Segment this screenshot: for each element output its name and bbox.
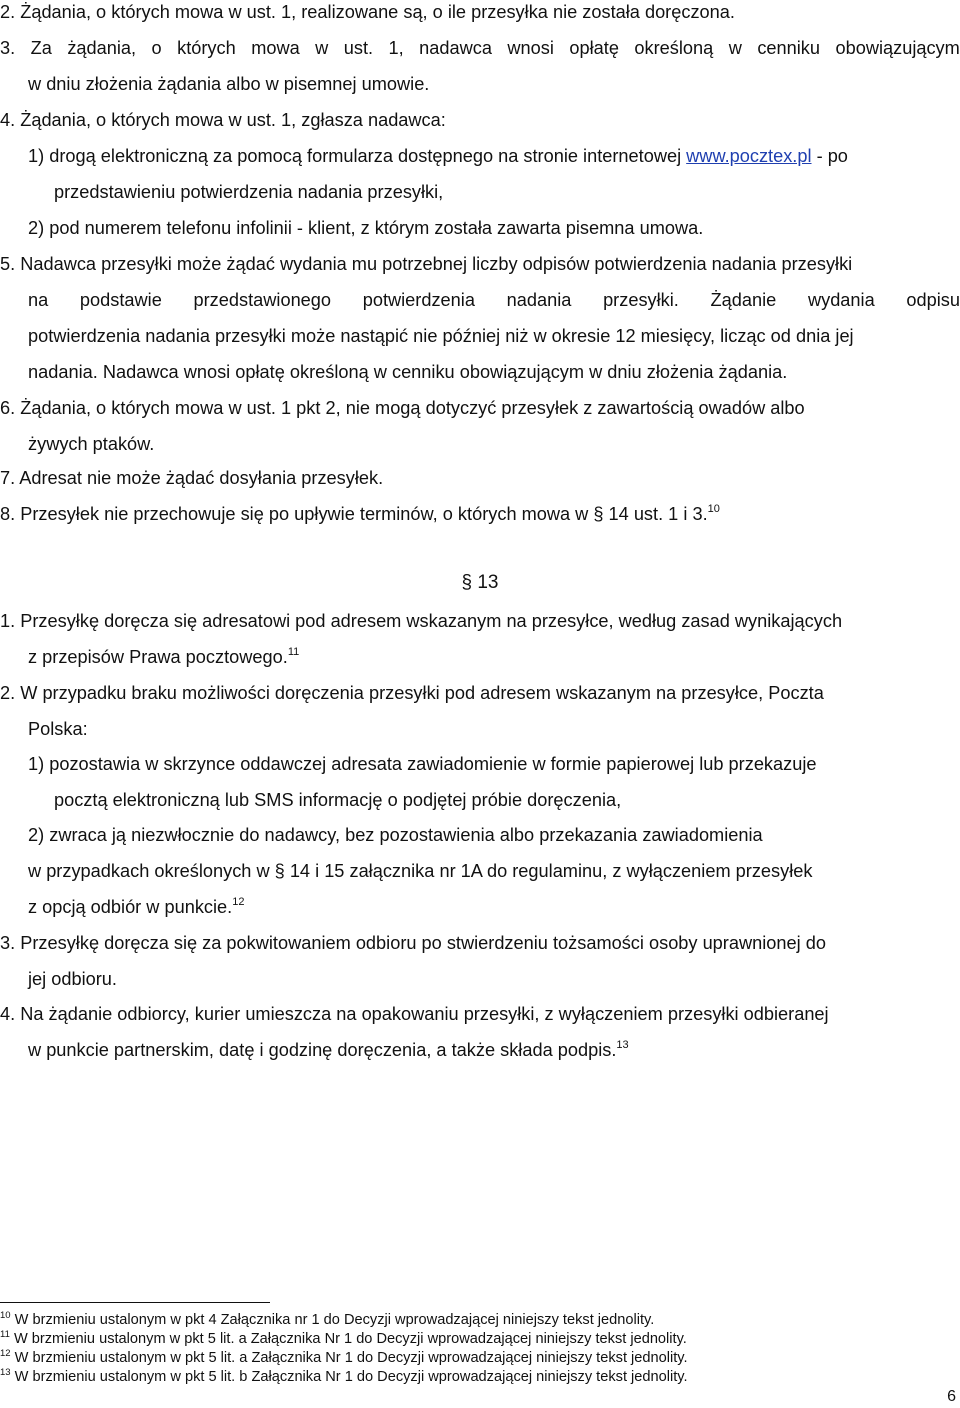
paragraph-3-line <box>0 37 960 59</box>
word: podstawie <box>79 290 162 310</box>
word: 1, <box>388 38 404 58</box>
s13-paragraph-2-line: 2. W przypadku braku możliwości doręczenia przesyłki pod adresem wskazanym na przesyłce, Poczta <box>0 683 824 703</box>
s13-paragraph-1-continuation <box>28 646 960 668</box>
s13-paragraph-4-continuation <box>28 1039 960 1061</box>
s13-paragraph-4-line: 4. Na żądanie odbiorcy, kurier umieszcza na opakowaniu przesyłki, z wyłączeniem przesyłki odbieranej <box>0 1004 829 1024</box>
footnote-text: W brzmieniu ustalonym w pkt 5 lit. a Załącznika Nr 1 do Decyzji wprowadzającej niniejszy tekst jednolity. <box>13 1331 687 1347</box>
section-heading: § 13 <box>461 572 499 593</box>
word: opłatę <box>569 38 619 58</box>
footnote-10 <box>0 1311 960 1329</box>
footnote-13 <box>0 1368 960 1386</box>
paragraph-5-line: 5. Nadawca przesyłki może żądać wydania mu potrzebnej liczby odpisów potwierdzenia nadania przesyłki <box>0 254 853 274</box>
word: odpisu <box>906 290 960 310</box>
word: nadania <box>506 290 572 310</box>
s13-item-1-continuation: pocztą elektroniczną lub SMS informację o podjętej próbie doręczenia, <box>54 790 622 810</box>
word: potwierdzenia <box>362 290 475 310</box>
item-1-continuation: przedstawieniu potwierdzenia nadania przesyłki, <box>54 182 444 202</box>
s13-paragraph-1-line: 1. Przesyłkę doręcza się adresatowi pod adresem wskazanym na przesyłce, według zasad wynikających <box>0 611 843 631</box>
word: wnosi <box>507 38 554 58</box>
footnote-ref-13[interactable]: 13 <box>616 1039 629 1051</box>
paragraph-5-line-3: potwierdzenia nadania przesyłki może nastąpić nie później niż w okresie 12 miesięcy, licząc od dnia jej <box>28 326 854 346</box>
s13-paragraph-2-continuation: Polska: <box>28 719 88 739</box>
word: Za <box>30 38 52 58</box>
footnote-ref-12[interactable]: 12 <box>232 896 245 908</box>
word: obowiązującym <box>835 38 960 58</box>
footnote-11 <box>0 1330 960 1348</box>
item-1-tail: - po <box>816 146 848 166</box>
footnote-separator <box>0 1302 270 1303</box>
word: mowa <box>251 38 300 58</box>
word: w <box>315 38 329 58</box>
paragraph-3-continuation: w dniu złożenia żądania albo w pisemnej umowie. <box>28 74 430 94</box>
word: cenniku <box>757 38 821 58</box>
word: na <box>28 290 49 310</box>
word: żądania, <box>67 38 137 58</box>
footnote-text: W brzmieniu ustalonym w pkt 5 lit. b Załącznika Nr 1 do Decyzji wprowadzającej niniejszy tekst jednolity. <box>14 1369 688 1385</box>
footnote-number: 10 <box>0 1310 11 1321</box>
footnote-number: 12 <box>0 1348 11 1359</box>
footnote-ref-10[interactable]: 10 <box>707 503 720 515</box>
word: których <box>177 38 236 58</box>
word: określoną <box>634 38 714 58</box>
word: ust. <box>343 38 374 58</box>
item-1-text: 1) drogą elektroniczną za pomocą formularza dostępnego na stronie internetowej <box>28 146 682 166</box>
s13-paragraph-3-line: 3. Przesyłkę doręcza się za pokwitowaniem odbioru po stwierdzeniu tożsamości osoby uprawnionej do <box>0 933 826 953</box>
item-1-line <box>28 145 960 167</box>
s13-item-2-line-3 <box>28 896 960 918</box>
footnote-text: W brzmieniu ustalonym w pkt 4 Załącznika nr 1 do Decyzji wprowadzającej niniejszy tekst jednolity. <box>14 1312 655 1328</box>
word: przesyłki. <box>603 290 679 310</box>
paragraph-2-line: 2. Żądania, o których mowa w ust. 1, realizowane są, o ile przesyłka nie została doręczona. <box>0 2 735 22</box>
s13-item-2-line: 2) zwraca ją niezwłocznie do nadawcy, bez pozostawienia albo przekazania zawiadomienia <box>28 825 763 845</box>
paragraph-8-line <box>0 503 960 525</box>
s13-item-2-text: z opcją odbiór w punkcie. <box>28 897 233 917</box>
paragraph-5-line-2 <box>28 289 960 311</box>
footnote-number: 13 <box>0 1367 11 1378</box>
s13-item-1-line: 1) pozostawia w skrzynce oddawczej adresata zawiadomienie w formie papierowej lub przekazuje <box>28 754 817 774</box>
word: w <box>728 38 742 58</box>
footnote-number: 11 <box>0 1329 10 1340</box>
paragraph-6-line: 6. Żądania, o których mowa w ust. 1 pkt 2, nie mogą dotyczyć przesyłek z zawartością owadów albo <box>0 398 805 418</box>
pocztex-link[interactable]: www.pocztex.pl <box>686 146 812 166</box>
s13-p4-text: w punkcie partnerskim, datę i godzinę doręczenia, a także składa podpis. <box>28 1040 617 1060</box>
word: Żądanie <box>710 290 777 310</box>
s13-p1-text: z przepisów Prawa pocztowego. <box>28 647 288 667</box>
word: o <box>151 38 162 58</box>
word: przedstawionego <box>193 290 332 310</box>
page-number: 6 <box>947 1388 956 1405</box>
s13-paragraph-3-continuation: jej odbioru. <box>28 969 117 989</box>
footnote-12 <box>0 1349 960 1367</box>
word: wydania <box>807 290 875 310</box>
s13-item-2-line-2: w przypadkach określonych w § 14 i 15 załącznika nr 1A do regulaminu, z wyłączeniem przesyłek <box>28 861 813 881</box>
footnote-text: W brzmieniu ustalonym w pkt 5 lit. a Załącznika Nr 1 do Decyzji wprowadzającej niniejszy tekst jednolity. <box>14 1350 688 1366</box>
paragraph-5-line-4: nadania. Nadawca wnosi opłatę określoną w cenniku obowiązującym w dniu złożenia żądania. <box>28 362 788 382</box>
word: 3. <box>0 38 16 58</box>
paragraph-4-line: 4. Żądania, o których mowa w ust. 1, zgłasza nadawca: <box>0 110 446 130</box>
footnote-ref-11[interactable]: 11 <box>287 646 300 658</box>
paragraph-8-text: 8. Przesyłek nie przechowuje się po upływie terminów, o których mowa w § 14 ust. 1 i 3. <box>0 504 708 524</box>
paragraph-7-line: 7. Adresat nie może żądać dosyłania przesyłek. <box>0 468 384 488</box>
paragraph-6-continuation: żywych ptaków. <box>28 434 155 454</box>
word: nadawca <box>419 38 492 58</box>
item-2-line: 2) pod numerem telefonu infolinii - klient, z którym została zawarta pisemna umowa. <box>28 218 704 238</box>
